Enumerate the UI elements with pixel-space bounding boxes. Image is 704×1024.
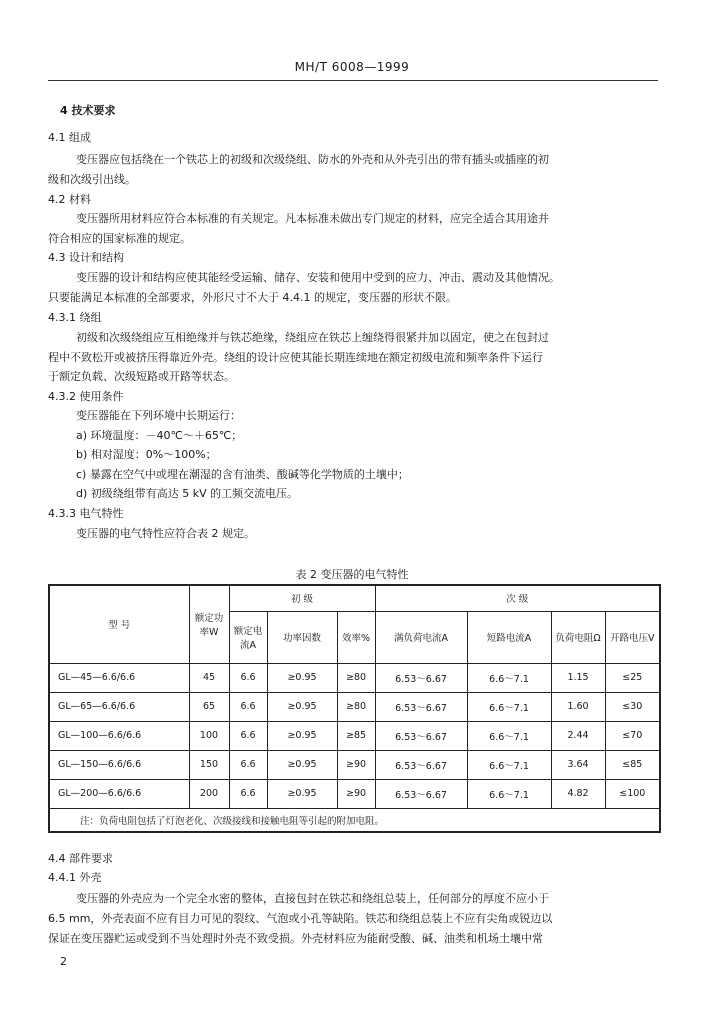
cell-model: GL—150—6.6/6.6	[49, 750, 189, 779]
cell-full-load-current: 6.53～6.67	[375, 692, 467, 721]
section-4-3-1-title: 4.3.1 绕组	[48, 311, 102, 324]
header-power-factor: 功率因数	[267, 611, 337, 663]
cell-current: 6.6	[229, 663, 267, 692]
cell-power: 200	[189, 779, 229, 808]
cell-current: 6.6	[229, 779, 267, 808]
list-item: c) 暴露在空气中或埋在潮湿的含有油类、酸碱等化学物质的土壤中；	[76, 468, 409, 481]
header-short-circuit-current: 短路电流A	[467, 611, 551, 663]
paragraph-line: 变压器应包括绕在一个铁芯上的初级和次级绕组、防水的外壳和从外壳引出的带有插头或插座的初	[76, 153, 549, 166]
cell-power-factor: ≥0.95	[267, 750, 337, 779]
table-row	[49, 663, 660, 692]
cell-power-factor: ≥0.95	[267, 721, 337, 750]
cell-efficiency: ≥80	[337, 663, 375, 692]
cell-power-factor: ≥0.95	[267, 779, 337, 808]
cell-full-load-current: 6.53～6.67	[375, 663, 467, 692]
header-secondary: 次 级	[375, 585, 660, 611]
page-number: 2	[60, 955, 67, 968]
cell-model: GL—45—6.6/6.6	[49, 663, 189, 692]
cell-short-circuit-current: 6.6～7.1	[467, 721, 551, 750]
paragraph-line: 符合相应的国家标准的规定。	[48, 232, 191, 245]
section-4-2-title: 4.2 材料	[48, 193, 91, 206]
table-row	[49, 692, 660, 721]
paragraph-line: 级和次级引出线。	[48, 173, 136, 186]
cell-power-factor: ≥0.95	[267, 663, 337, 692]
header-rated-current: 额定电流A	[229, 611, 267, 663]
table-row	[49, 750, 660, 779]
cell-power: 150	[189, 750, 229, 779]
header-load-resistance: 负荷电阻Ω	[551, 611, 605, 663]
cell-short-circuit-current: 6.6～7.1	[467, 692, 551, 721]
cell-efficiency: ≥90	[337, 750, 375, 779]
cell-power-factor: ≥0.95	[267, 692, 337, 721]
cell-open-circuit-voltage: ≤100	[605, 779, 660, 808]
header-open-circuit-voltage: 开路电压V	[605, 611, 660, 663]
paragraph-line: 程中不致松开或被挤压得靠近外壳。绕组的设计应使其能长期连续地在额定初级电流和频率条件下运行	[48, 351, 543, 364]
paragraph-line: 初级和次级绕组应互相绝缘并与铁芯绝缘，绕组应在铁芯上缠绕得很紧并加以固定，使之在包封过	[76, 331, 549, 344]
cell-load-resistance: 4.82	[551, 779, 605, 808]
cell-power: 65	[189, 692, 229, 721]
cell-power: 45	[189, 663, 229, 692]
cell-load-resistance: 2.44	[551, 721, 605, 750]
cell-full-load-current: 6.53～6.67	[375, 779, 467, 808]
paragraph-line: 变压器的外壳应为一个完全水密的整体，直接包封在铁芯和绕组总装上，任何部分的厚度不应小于	[76, 892, 549, 905]
paragraph-line: 变压器的设计和结构应使其能经受运输、储存、安装和使用中受到的应力、冲击、震动及其他情况。	[76, 271, 560, 284]
cell-current: 6.6	[229, 750, 267, 779]
section-4-1-title: 4.1 组成	[48, 131, 91, 144]
header-primary: 初 级	[229, 585, 375, 611]
list-item: b) 相对湿度：0%～100%；	[76, 448, 217, 461]
cell-short-circuit-current: 6.6～7.1	[467, 779, 551, 808]
cell-open-circuit-voltage: ≤30	[605, 692, 660, 721]
table-row	[49, 779, 660, 808]
header-rated-power: 额定功率W	[189, 585, 229, 663]
section-4-3-3-title: 4.3.3 电气特性	[48, 507, 124, 520]
paragraph-line: 保证在变压器贮运或受到不当处理时外壳不致受损。外壳材料应为能耐受酸、碱、油类和机场土壤中常	[48, 932, 543, 945]
table-caption: 表 2 变压器的电气特性	[295, 568, 409, 581]
header-model: 型 号	[49, 585, 189, 663]
list-item: d) 初级绕组带有高达 5 kV 的工频交流电压。	[76, 487, 299, 500]
cell-open-circuit-voltage: ≤85	[605, 750, 660, 779]
cell-model: GL—65—6.6/6.6	[49, 692, 189, 721]
paragraph-line: 只要能满足本标准的全部要求，外形尺寸不大于 4.4.1 的规定，变压器的形状不限。	[48, 291, 457, 304]
cell-load-resistance: 1.60	[551, 692, 605, 721]
electrical-characteristics-table	[48, 584, 661, 833]
header-rule	[48, 80, 658, 81]
table-note: 注：负荷电阻包括了灯泡老化、次级接线和接触电阻等引起的附加电阻。	[49, 808, 660, 832]
cell-load-resistance: 3.64	[551, 750, 605, 779]
cell-efficiency: ≥80	[337, 692, 375, 721]
paragraph-line: 变压器所用材料应符合本标准的有关规定。凡本标准未做出专门规定的材料，应完全适合其用途并	[76, 212, 549, 225]
cell-short-circuit-current: 6.6～7.1	[467, 750, 551, 779]
section-4-4-title: 4.4 部件要求	[48, 852, 113, 865]
section-4-heading: 4 技术要求	[60, 104, 116, 117]
cell-full-load-current: 6.53～6.67	[375, 750, 467, 779]
cell-current: 6.6	[229, 692, 267, 721]
section-4-3-title: 4.3 设计和结构	[48, 251, 124, 264]
paragraph-line: 于额定负载、次级短路或开路等状态。	[48, 370, 235, 383]
cell-model: GL—100—6.6/6.6	[49, 721, 189, 750]
cell-short-circuit-current: 6.6～7.1	[467, 663, 551, 692]
paragraph-line: 6.5 mm，外壳表面不应有目力可见的裂纹、气泡或小孔等缺陷。铁芯和绕组总装上不应有尖角或锐边以	[48, 912, 553, 925]
section-4-3-2-title: 4.3.2 使用条件	[48, 390, 124, 403]
standard-number-header: MH/T 6008—1999	[294, 60, 410, 74]
cell-load-resistance: 1.15	[551, 663, 605, 692]
cell-efficiency: ≥90	[337, 779, 375, 808]
cell-model: GL—200—6.6/6.6	[49, 779, 189, 808]
list-item: a) 环境温度：－40℃～＋65℃；	[76, 429, 243, 442]
cell-efficiency: ≥85	[337, 721, 375, 750]
cell-full-load-current: 6.53～6.67	[375, 721, 467, 750]
paragraph-line: 变压器的电气特性应符合表 2 规定。	[76, 527, 255, 540]
header-full-load-current: 满负荷电流A	[375, 611, 467, 663]
paragraph-line: 变压器能在下列环境中长期运行：	[76, 409, 241, 422]
section-4-4-1-title: 4.4.1 外壳	[48, 871, 102, 884]
header-efficiency: 效率%	[337, 611, 375, 663]
cell-open-circuit-voltage: ≤70	[605, 721, 660, 750]
cell-power: 100	[189, 721, 229, 750]
table-row	[49, 721, 660, 750]
cell-open-circuit-voltage: ≤25	[605, 663, 660, 692]
cell-current: 6.6	[229, 721, 267, 750]
